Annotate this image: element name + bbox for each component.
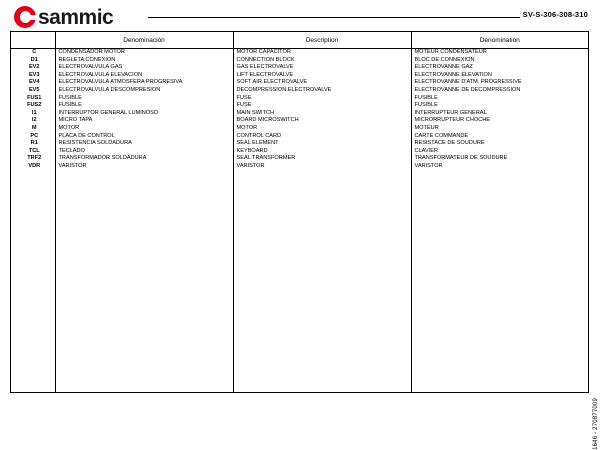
cell-en: CONTROL CARD	[233, 133, 411, 141]
cell-fr: ÉLECTROVANNE D'ATM. PROGRESSIVE	[414, 79, 522, 86]
cell-es: ELECTROVALVULA ATMOSFERA PROGRESIVA	[55, 79, 233, 87]
cell-fr: INTERRUPTEUR GÉNÉRAL	[414, 109, 487, 116]
cell-es: RESISTENCIA SOLDADURA	[55, 140, 233, 148]
document-code: SV-S-306-308-310	[522, 10, 588, 19]
cell-ref: M	[11, 125, 55, 133]
cell-ref: TCL	[11, 148, 55, 156]
table-filler-row	[11, 171, 588, 393]
cell-es: PLACA DE CONTROL	[55, 133, 233, 141]
table-row	[11, 64, 588, 72]
cell-fr: BLOC DE CONNEXION	[414, 56, 475, 63]
parts-table	[11, 32, 588, 392]
cell-es: MOTOR	[55, 125, 233, 133]
cell-es: REGLETA CONEXION	[55, 57, 233, 65]
cell-ref: R1	[11, 140, 55, 148]
cell-fr: VARISTOR	[414, 162, 443, 169]
cell-es: TECLADO	[55, 148, 233, 156]
cell-en: DECOMPRESSION ELECTROVALVE	[233, 87, 411, 95]
cell-en: SOFT AIR ELECTROVALVE	[233, 79, 411, 87]
cell-en: CONNECTION BLOCK	[233, 57, 411, 65]
cell-fr: MOTEUR CONDENSATEUR	[414, 49, 487, 55]
cell-ref: EV3	[11, 72, 55, 80]
table-row	[11, 117, 588, 125]
column-header-denominacion: Denominación	[55, 32, 233, 49]
table-row	[11, 148, 588, 156]
cell-fr: RÉSISTACE DE SOUDURE	[414, 140, 485, 147]
cell-ref: PC	[11, 133, 55, 141]
cell-en: VARISTOR	[233, 163, 411, 171]
cell-ref: EV4	[11, 79, 55, 87]
cell-fr: CLAVIER	[414, 147, 439, 154]
cell-en: MAIN SWITCH	[233, 110, 411, 118]
cell-ref: I1	[11, 110, 55, 118]
brand-name: sammic	[38, 5, 114, 29]
table-row	[11, 102, 588, 110]
cell-es: FUSIBLE	[55, 102, 233, 110]
cell-es: ELECTROVALVULA DESCOMPRESION	[55, 87, 233, 95]
table-row	[11, 110, 588, 118]
cell-en: LIFT ELECTROVALVE	[233, 72, 411, 80]
cell-fr: ÉLECTROVANNE ÉLÉVATION	[414, 71, 492, 78]
column-header-denomination: Dénomination	[411, 32, 588, 49]
cell-en: FUSE	[233, 95, 411, 103]
table-row	[11, 49, 588, 57]
table-row	[11, 163, 588, 171]
table-row	[11, 79, 588, 87]
cell-es: ELECTROVALVULA GAS	[55, 64, 233, 72]
table-row	[11, 57, 588, 65]
column-header-description: Description	[233, 32, 411, 49]
table-row	[11, 72, 588, 80]
parts-table-container	[10, 31, 589, 393]
cell-ref: I2	[11, 117, 55, 125]
cell-fr: FUSIBLE	[414, 102, 438, 109]
cell-ref: C	[11, 49, 55, 57]
cell-fr: TRANSFORMATEUR DE SOUDURE	[414, 155, 508, 162]
cell-en: MOTOR CAPACITOR	[233, 49, 411, 57]
table-header-row	[11, 32, 588, 49]
cell-es: MICRO TAPA	[55, 117, 233, 125]
sammic-circle-logo-icon	[14, 6, 36, 28]
filler-cell	[55, 171, 233, 393]
filler-cell	[411, 171, 588, 393]
table-row	[11, 155, 588, 163]
cell-en: FUSE	[233, 102, 411, 110]
cell-en: SEAL TRANSFORMER	[233, 155, 411, 163]
filler-cell	[233, 171, 411, 393]
cell-en: BOARD MICROSWITCH	[233, 117, 411, 125]
cell-ref: TRF2	[11, 155, 55, 163]
cell-fr: MICRORRUPTEUR CHOCHE	[414, 117, 491, 124]
cell-es: FUSIBLE	[55, 95, 233, 103]
cell-fr: ÉLECTROVANNE DE DÉCOMPRESSION	[414, 86, 521, 93]
cell-en: MOTOR	[233, 125, 411, 133]
cell-en: GAS ELECTROVALVE	[233, 64, 411, 72]
table-row	[11, 125, 588, 133]
table-row	[11, 95, 588, 103]
cell-ref: VDR	[11, 163, 55, 171]
cell-ref: FUS1	[11, 95, 55, 103]
table-row	[11, 87, 588, 95]
cell-ref: EV5	[11, 87, 55, 95]
cell-es: INTERRUPTOR GENERAL LUMINOSO	[55, 110, 233, 118]
cell-es: CONDENSADOR MOTOR	[55, 49, 233, 57]
cell-ref: EV2	[11, 64, 55, 72]
header-divider	[148, 17, 520, 18]
cell-en: SEAL ELEMENT	[233, 140, 411, 148]
cell-fr: MOTEUR	[414, 124, 439, 131]
cell-ref: D1	[11, 57, 55, 65]
cell-ref: FUS2	[11, 102, 55, 110]
filler-cell	[11, 171, 55, 393]
cell-fr: ÉLECTROVANNE GAZ	[414, 64, 473, 71]
cell-es: TRANSFORMADOR SOLDADURA	[55, 155, 233, 163]
table-row	[11, 140, 588, 148]
cell-es: VARISTOR	[55, 163, 233, 171]
table-row	[11, 133, 588, 141]
cell-fr: CARTE COMMANDE	[414, 132, 469, 139]
cell-en: KEYBOARD	[233, 148, 411, 156]
column-header-ref	[11, 32, 55, 49]
document-side-code: 1646 - 270877009	[593, 398, 599, 450]
cell-es: ELECTROVALVULA ELEVACION	[55, 72, 233, 80]
parts-table-body	[11, 49, 588, 393]
cell-fr: FUSIBLE	[414, 94, 438, 101]
brand-logo	[14, 6, 113, 28]
